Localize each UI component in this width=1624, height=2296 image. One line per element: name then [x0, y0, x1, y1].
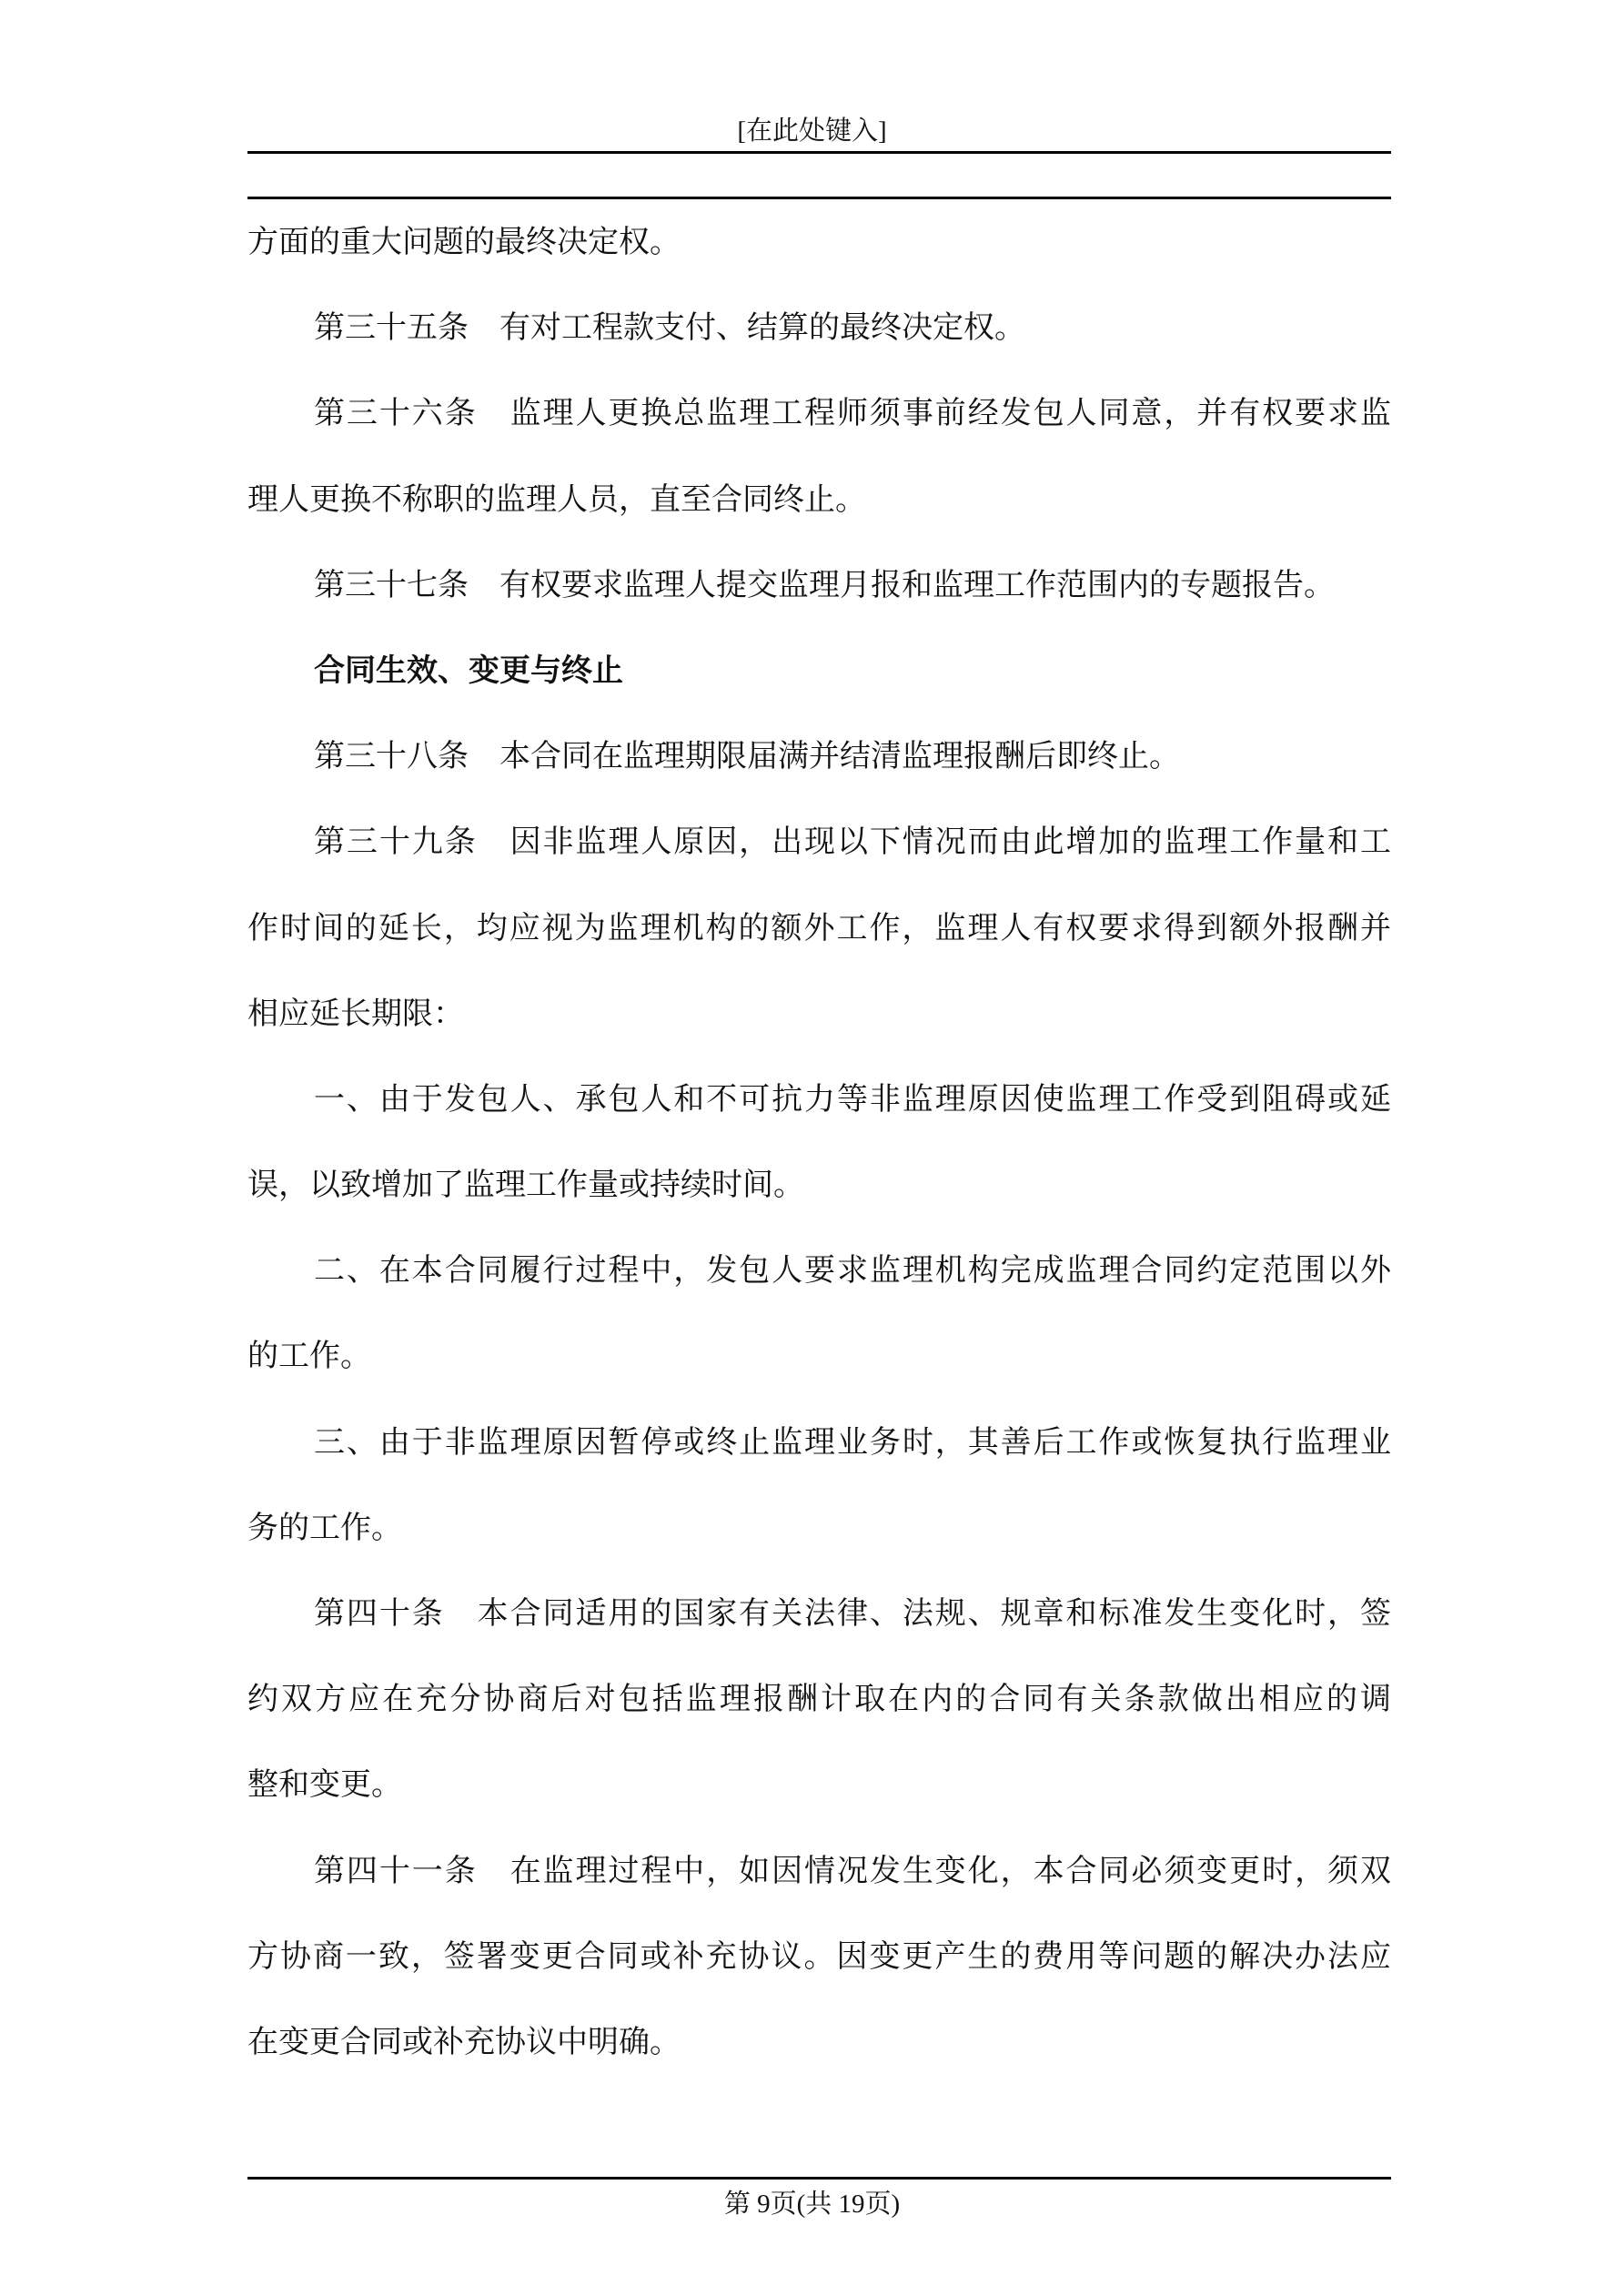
article-38: 第三十八条 本合同在监理期限届满并结清监理报酬后即终止。	[314, 738, 1180, 775]
article-36: 第三十六条 监理人更换总监理工程师须事前经发包人同意，并有权要求监	[314, 395, 1391, 432]
header-rule-top	[247, 151, 1391, 154]
body-line: 理人更换不称职的监理人员，直至合同终止。	[247, 480, 866, 518]
body-line: 相应延长期限：	[247, 995, 464, 1032]
body-line: 约双方应在充分协商后对包括监理报酬计取在内的合同有关条款做出相应的调	[247, 1681, 1391, 1718]
article-41: 第四十一条 在监理过程中，如因情况发生变化，本合同必须变更时，须双	[314, 1852, 1391, 1889]
article-37: 第三十七条 有权要求监理人提交监理月报和监理工作范围内的专题报告。	[314, 566, 1335, 603]
body-line: 方面的重大问题的最终决定权。	[247, 224, 681, 260]
article-40: 第四十条 本合同适用的国家有关法律、法规、规章和标准发生变化时，签	[314, 1595, 1391, 1632]
list-item-1: 一、由于发包人、承包人和不可抗力等非监理原因使监理工作受到阻碍或延	[314, 1080, 1391, 1118]
body-line: 在变更合同或补充协议中明确。	[247, 2023, 681, 2060]
page-header: [在此处键入]	[737, 116, 887, 146]
body-line: 误，以致增加了监理工作量或持续时间。	[247, 1167, 804, 1204]
list-item-3: 三、由于非监理原因暂停或终止监理业务时，其善后工作或恢复执行监理业	[314, 1423, 1391, 1461]
section-heading: 合同生效、变更与终止	[314, 652, 623, 689]
body-line: 方协商一致，签署变更合同或补充协议。因变更产生的费用等问题的解决办法应	[247, 1937, 1391, 1975]
page-number: 第 9页(共 19页)	[723, 2190, 901, 2219]
body-line: 整和变更。	[247, 1766, 402, 1804]
document-body	[247, 215, 1391, 2100]
article-35: 第三十五条 有对工程款支付、结算的最终决定权。	[314, 309, 1025, 347]
body-line: 务的工作。	[247, 1509, 402, 1546]
body-line: 作时间的延长，均应视为监理机构的额外工作，监理人有权要求得到额外报酬并	[247, 909, 1391, 946]
body-line: 的工作。	[247, 1338, 371, 1375]
article-39: 第三十九条 因非监理人原因，出现以下情况而由此增加的监理工作量和工	[314, 824, 1391, 861]
list-item-2: 二、在本合同履行过程中，发包人要求监理机构完成监理合同约定范围以外	[314, 1252, 1391, 1290]
footer-rule	[247, 2177, 1391, 2180]
header-rule-bottom	[247, 197, 1391, 199]
